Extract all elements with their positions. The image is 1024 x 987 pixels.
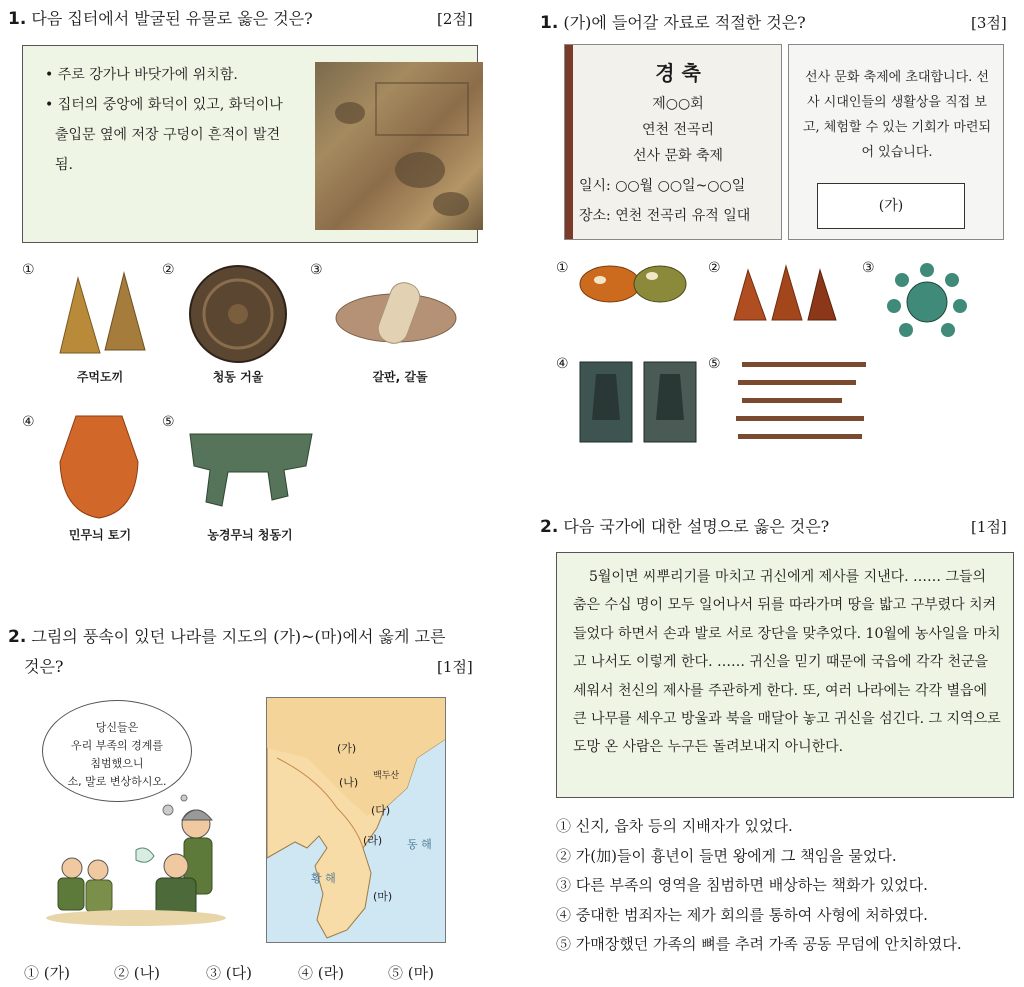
- question-2-header: [540, 514, 829, 537]
- map-label-east-sea: 동 해: [407, 838, 432, 851]
- points-label: [2점]: [437, 10, 473, 28]
- passage-text: 5월이면 씨뿌리기를 마치고 귀신에게 제사를 지낸다. …… 그들의 춤은 수십 명이 모두 일어나서 뒤를 따라가며 땅을 밟고 구부렸다 치켜들었다 하면서 손과 발로 서로 장단을 맞추었다. 10월에 농사일을 마치고 나서도 이렇게 한다. …… 귀신을 믿기 때문에 국읍에 각각 천군을 세워서 천신의 제사를 주관하게 한다. 또, 여러 나라에는 각각 별읍에 큰 나무를 세우고 방울과 북을 매달아 놓고 귀신을 섬긴다. 그 지역으로 도망 온 사람은 누구든 돌려보내지 아니한다.: [573, 569, 1001, 756]
- points-label: [3점]: [971, 14, 1007, 32]
- map-label-yellow-sea: 황 해: [311, 872, 336, 885]
- festival-poster: [564, 44, 782, 240]
- grinding-stone-image: [334, 278, 460, 348]
- choice-caption: 농경무늬 청동기: [207, 528, 293, 542]
- invitation-panel: [788, 44, 1004, 240]
- bronze-rattle-image: [884, 262, 970, 342]
- choice-number[interactable]: ⑤: [708, 356, 721, 372]
- plain-pottery-image: [56, 412, 142, 520]
- bullet-item: • 주로 강가나 바닷가에 위치함.: [45, 67, 238, 83]
- choice-caption: 갈판, 갈돌: [372, 370, 428, 384]
- choice-number[interactable]: ⑤: [162, 414, 175, 430]
- choice-number[interactable]: ②: [162, 262, 175, 278]
- choice-number[interactable]: ④: [556, 356, 569, 372]
- map-label-ra: (라): [363, 834, 383, 847]
- question-number: 1.: [8, 9, 27, 29]
- question-title-line2: 것은?: [24, 657, 64, 676]
- question-2-header: [8, 624, 445, 647]
- choice-caption: 주먹도끼: [76, 370, 124, 384]
- answer-choice[interactable]: ③ (다): [206, 964, 252, 982]
- answer-options: [556, 812, 1016, 960]
- choice-number[interactable]: ①: [556, 260, 569, 276]
- map-label-baekdu: 백두산: [373, 771, 400, 781]
- korea-map: [267, 698, 446, 943]
- farming-bronze-image: [188, 430, 314, 510]
- poster-place: 장소: 연천 전곡리 유적 일대: [579, 208, 751, 224]
- points-label: [1점]: [437, 658, 473, 676]
- choice-number[interactable]: ①: [22, 262, 35, 278]
- excavation-info-box: [22, 45, 478, 243]
- points-label: [1점]: [971, 518, 1007, 536]
- bronze-mirror-image: [188, 264, 288, 364]
- poster-line: 연천 전곡리: [641, 122, 715, 138]
- answer-option[interactable]: ③ 다른 부족의 영역을 침범하면 배상하는 책화가 있었다.: [556, 876, 928, 894]
- map-label-ga: (가): [337, 742, 357, 755]
- beads-image: [578, 262, 688, 306]
- passage-box: [556, 552, 1014, 798]
- choice-number[interactable]: ③: [310, 262, 323, 278]
- question-title: (가)에 들어갈 자료로 적절한 것은?: [563, 13, 806, 32]
- question-number: 1.: [540, 13, 559, 33]
- choice-caption: 청동 거울: [212, 370, 264, 384]
- bubble-line: 당신들은: [95, 721, 139, 734]
- map-label-na: (나): [339, 776, 359, 789]
- hand-axe-image: [50, 268, 150, 358]
- poster-line: 선사 문화 축제: [632, 148, 724, 164]
- poster-date: 일시: ○○월 ○○일~○○일: [579, 178, 746, 194]
- question-number: 2.: [540, 517, 559, 537]
- bubble-line: 침범했으니: [90, 757, 144, 770]
- speech-bubble: [42, 700, 192, 802]
- choice-caption: 민무늬 토기: [68, 528, 132, 542]
- question-title: 다음 집터에서 발굴된 유물로 옳은 것은?: [31, 9, 313, 28]
- map-label-da: (다): [371, 804, 391, 817]
- answer-option[interactable]: ② 가(加)들이 흉년이 들면 왕에게 그 책임을 물었다.: [556, 846, 897, 865]
- answer-choice[interactable]: ④ (라): [298, 964, 344, 982]
- answer-choice[interactable]: ⑤ (마): [388, 964, 434, 982]
- choice-number[interactable]: ③: [862, 260, 875, 276]
- map-label-ma: (마): [373, 890, 393, 903]
- answer-choice[interactable]: ② (나): [114, 964, 160, 982]
- answer-choice[interactable]: ① (가): [24, 964, 70, 982]
- answer-option[interactable]: ④ 중대한 범죄자는 제가 회의를 통하여 사형에 처하였다.: [556, 905, 928, 924]
- house-site-photo: [315, 62, 483, 230]
- question-title: 다음 국가에 대한 설명으로 옳은 것은?: [563, 517, 830, 536]
- question-1-header: [8, 6, 313, 29]
- bubble-line: 소, 말로 변상하시오.: [67, 775, 167, 788]
- answer-option[interactable]: ① 신지, 읍차 등의 지배자가 있었다.: [556, 817, 793, 835]
- poster-heading: 경 축: [655, 61, 701, 85]
- bullet-item: • 집터의 중앙에 화덕이 있고, 화덕이나 출입문 옆에 저장 구덩이 흔적이 발견됨.: [45, 97, 283, 173]
- poster-line: 제○○회: [652, 96, 704, 112]
- question-number: 2.: [8, 627, 27, 647]
- blank-box: (가): [817, 183, 965, 229]
- choice-number[interactable]: ④: [22, 414, 35, 430]
- iron-bars-image: [732, 358, 872, 448]
- bubble-line: 우리 부족의 경계를: [70, 739, 163, 752]
- map-panel: [266, 697, 446, 943]
- stone-tools-image: [730, 262, 840, 324]
- tribal-people-illustration: [36, 790, 236, 930]
- invitation-text: 선사 문화 축제에 초대합니다. 선사 시대인들의 생활상을 직접 보고, 체험할 수 있는 기회가 마련되어 있습니다.: [802, 70, 992, 160]
- answer-choices: [24, 962, 434, 983]
- choice-number[interactable]: ②: [708, 260, 721, 276]
- stone-molds-image: [578, 360, 698, 444]
- question-1-header: [540, 10, 806, 33]
- answer-option[interactable]: ⑤ 가매장했던 가족의 뼈를 추려 가족 공동 무덤에 안치하였다.: [556, 935, 962, 953]
- question-title: 그림의 풍속이 있던 나라를 지도의 (가)~(마)에서 옳게 고른: [31, 627, 446, 646]
